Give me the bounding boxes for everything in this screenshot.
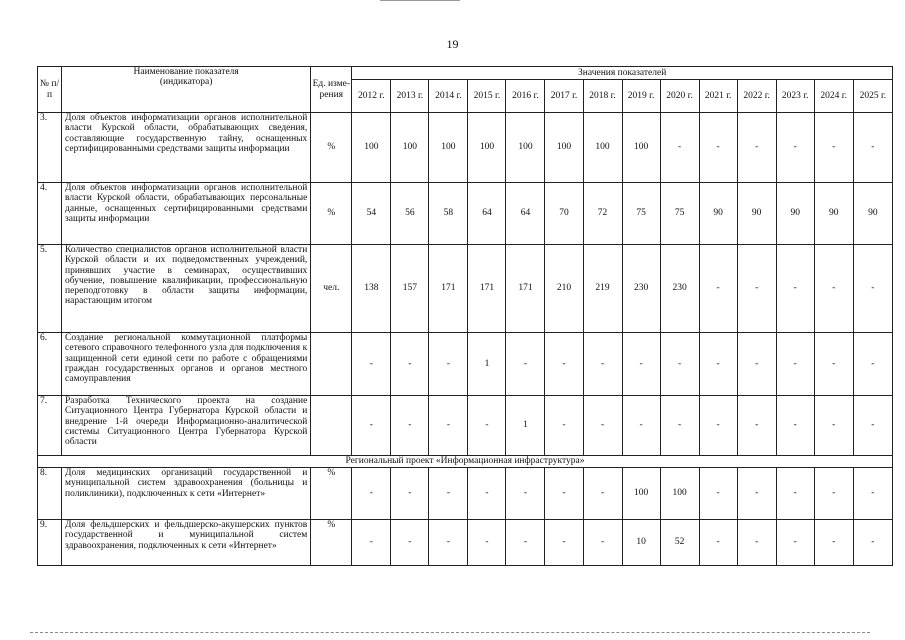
indicator-value: - bbox=[776, 113, 814, 183]
indicator-value: 1 bbox=[468, 333, 506, 396]
indicator-value: - bbox=[814, 113, 853, 183]
header-unit: Ед. изме-рения bbox=[311, 67, 352, 113]
row-number: 8. bbox=[38, 468, 62, 520]
indicator-value: 100 bbox=[429, 113, 468, 183]
header-year: 2013 г. bbox=[391, 80, 429, 113]
indicator-value: 100 bbox=[545, 113, 583, 183]
header-name bbox=[62, 67, 311, 113]
indicator-value: - bbox=[699, 468, 737, 520]
indicator-value: 75 bbox=[660, 183, 699, 245]
indicator-value: - bbox=[853, 396, 892, 456]
indicator-unit: чел. bbox=[311, 245, 352, 333]
header-year: 2024 г. bbox=[814, 80, 853, 113]
indicator-name: Количество специалистов органов исполнительной власти Курской области и их подведомственных учреждений, принявших участие в семинарах, осуществивших обучение, повышение квалификации, профессиональную переподготовку в области защиты информации, нарастающим итогом bbox=[62, 245, 311, 333]
indicator-value: - bbox=[429, 520, 468, 566]
row-number: 5. bbox=[38, 245, 62, 333]
indicator-value: 100 bbox=[622, 468, 660, 520]
indicator-value: - bbox=[506, 333, 545, 396]
indicator-value: - bbox=[352, 520, 391, 566]
indicator-value: 75 bbox=[622, 183, 660, 245]
header-year: 2023 г. bbox=[776, 80, 814, 113]
header-year: 2025 г. bbox=[853, 80, 892, 113]
top-border-line bbox=[380, 0, 460, 1]
header-values-group: Значения показателей bbox=[352, 67, 893, 80]
indicator-name: Разработка Технического проекта на создание Ситуационного Центра Губернатора Курской области и внедрение 1-й очереди Информационно-аналитической системы Ситуационного Центра Губернатора Курской области bbox=[62, 396, 311, 456]
indicator-value: - bbox=[737, 396, 776, 456]
indicator-name: Создание региональной коммутационной платформы сетевого справочного телефонного узла для подключения к защищенной сети единой сети по работе с обращениями граждан государственных органов и органов местного самоуправления bbox=[62, 333, 311, 396]
indicator-value: - bbox=[506, 520, 545, 566]
indicator-value: 157 bbox=[391, 245, 429, 333]
indicator-value: 72 bbox=[583, 183, 622, 245]
indicator-value: 52 bbox=[660, 520, 699, 566]
indicator-value: - bbox=[699, 333, 737, 396]
indicator-value: 90 bbox=[853, 183, 892, 245]
row-number: 4. bbox=[38, 183, 62, 245]
indicator-value: - bbox=[660, 396, 699, 456]
indicator-value: 100 bbox=[660, 468, 699, 520]
indicator-value: - bbox=[622, 333, 660, 396]
indicator-value: 171 bbox=[468, 245, 506, 333]
indicator-value: - bbox=[583, 396, 622, 456]
indicator-value: - bbox=[814, 468, 853, 520]
indicator-value: 230 bbox=[622, 245, 660, 333]
indicator-value: - bbox=[853, 113, 892, 183]
indicator-value: - bbox=[429, 468, 468, 520]
indicator-value: - bbox=[699, 113, 737, 183]
header-name-line1: Наименование показателя bbox=[133, 67, 239, 77]
indicator-value: - bbox=[352, 396, 391, 456]
indicator-value: 171 bbox=[429, 245, 468, 333]
indicator-unit bbox=[311, 396, 352, 456]
indicator-value: - bbox=[853, 245, 892, 333]
table-row bbox=[38, 396, 893, 456]
indicator-value: - bbox=[391, 520, 429, 566]
page-number: 19 bbox=[446, 37, 459, 51]
indicator-value: 219 bbox=[583, 245, 622, 333]
indicator-value: - bbox=[814, 333, 853, 396]
table-row bbox=[38, 245, 893, 333]
indicator-value: - bbox=[776, 245, 814, 333]
indicator-value: - bbox=[776, 396, 814, 456]
indicator-value: 90 bbox=[776, 183, 814, 245]
indicator-value: - bbox=[737, 245, 776, 333]
indicator-value: 230 bbox=[660, 245, 699, 333]
indicator-value: - bbox=[429, 396, 468, 456]
header-year: 2014 г. bbox=[429, 80, 468, 113]
indicator-value: - bbox=[391, 396, 429, 456]
header-year: 2018 г. bbox=[583, 80, 622, 113]
indicator-value: - bbox=[506, 468, 545, 520]
indicator-value: - bbox=[853, 468, 892, 520]
indicator-name: Доля фельдшерских и фельдшерско-акушерских пунктов государственной и муниципальной систем здравоохранения, подключенных к сети «Интернет» bbox=[62, 520, 311, 566]
header-year: 2020 г. bbox=[660, 80, 699, 113]
header-year: 2017 г. bbox=[545, 80, 583, 113]
indicator-value: - bbox=[545, 333, 583, 396]
header-year: 2021 г. bbox=[699, 80, 737, 113]
indicator-value: 90 bbox=[814, 183, 853, 245]
indicator-value: - bbox=[776, 520, 814, 566]
indicator-unit: % bbox=[311, 468, 352, 520]
indicator-value: 90 bbox=[737, 183, 776, 245]
bottom-border-line bbox=[30, 632, 870, 635]
header-year: 2012 г. bbox=[352, 80, 391, 113]
indicator-value: 1 bbox=[506, 396, 545, 456]
indicator-value: - bbox=[468, 396, 506, 456]
table-row bbox=[38, 183, 893, 245]
header-year: 2022 г. bbox=[737, 80, 776, 113]
indicator-value: 64 bbox=[506, 183, 545, 245]
table-row bbox=[38, 333, 893, 396]
indicator-value: 100 bbox=[468, 113, 506, 183]
table-row bbox=[38, 113, 893, 183]
section-title: Региональный проект «Информационная инфраструктура» bbox=[38, 456, 893, 468]
indicator-value: - bbox=[583, 333, 622, 396]
indicator-value: - bbox=[352, 468, 391, 520]
indicator-value: 64 bbox=[468, 183, 506, 245]
indicator-value: - bbox=[776, 468, 814, 520]
indicator-value: 56 bbox=[391, 183, 429, 245]
indicator-name: Доля объектов информатизации органов исполнительной власти Курской области, обрабатывающих сведения, составляющие государственную тайну, оснащенных сертифицированными средствами защиты информации bbox=[62, 113, 311, 183]
indicator-value: - bbox=[699, 396, 737, 456]
indicator-value: - bbox=[814, 245, 853, 333]
indicator-value: 90 bbox=[699, 183, 737, 245]
indicator-unit bbox=[311, 333, 352, 396]
row-number: 6. bbox=[38, 333, 62, 396]
indicator-value: - bbox=[429, 333, 468, 396]
header-year: 2016 г. bbox=[506, 80, 545, 113]
indicator-value: - bbox=[545, 396, 583, 456]
indicator-value: - bbox=[660, 333, 699, 396]
indicator-value: - bbox=[737, 333, 776, 396]
section-row bbox=[38, 456, 893, 468]
indicator-value: - bbox=[545, 520, 583, 566]
row-number: 3. bbox=[38, 113, 62, 183]
indicator-value: - bbox=[660, 113, 699, 183]
indicator-value: - bbox=[468, 468, 506, 520]
indicator-value: 70 bbox=[545, 183, 583, 245]
row-number: 7. bbox=[38, 396, 62, 456]
indicators-table bbox=[37, 66, 893, 566]
indicator-value: - bbox=[391, 468, 429, 520]
indicator-value: 100 bbox=[506, 113, 545, 183]
indicator-value: 10 bbox=[622, 520, 660, 566]
indicator-value: - bbox=[622, 396, 660, 456]
indicator-value: 100 bbox=[622, 113, 660, 183]
indicator-value: - bbox=[776, 333, 814, 396]
indicator-value: 171 bbox=[506, 245, 545, 333]
indicator-value: - bbox=[853, 520, 892, 566]
header-name-line2: (индикатора) bbox=[159, 77, 213, 88]
indicator-value: - bbox=[814, 396, 853, 456]
indicator-value: 100 bbox=[352, 113, 391, 183]
indicator-value: - bbox=[352, 333, 391, 396]
indicator-value: - bbox=[853, 333, 892, 396]
indicator-unit: % bbox=[311, 183, 352, 245]
indicator-value: - bbox=[814, 520, 853, 566]
indicator-value: - bbox=[468, 520, 506, 566]
table-row bbox=[38, 520, 893, 566]
table-row bbox=[38, 468, 893, 520]
indicator-unit: % bbox=[311, 520, 352, 566]
indicator-value: 138 bbox=[352, 245, 391, 333]
indicator-value: - bbox=[737, 520, 776, 566]
indicator-value: - bbox=[737, 113, 776, 183]
header-year: 2019 г. bbox=[622, 80, 660, 113]
indicator-value: - bbox=[699, 520, 737, 566]
row-number: 9. bbox=[38, 520, 62, 566]
header-num: № п/п bbox=[38, 67, 62, 113]
indicator-value: 58 bbox=[429, 183, 468, 245]
indicator-value: - bbox=[737, 468, 776, 520]
indicator-value: - bbox=[699, 245, 737, 333]
indicator-name: Доля объектов информатизации органов исполнительной власти Курской области, обрабатывающих персональные данные, оснащенных сертифицированными средствами защиты информации bbox=[62, 183, 311, 245]
indicator-value: 100 bbox=[391, 113, 429, 183]
indicator-value: - bbox=[583, 468, 622, 520]
indicator-value: 210 bbox=[545, 245, 583, 333]
indicator-unit: % bbox=[311, 113, 352, 183]
indicator-value: - bbox=[391, 333, 429, 396]
indicator-value: - bbox=[545, 468, 583, 520]
indicator-value: 54 bbox=[352, 183, 391, 245]
indicator-value: - bbox=[583, 520, 622, 566]
indicator-name: Доля медицинских организаций государственной и муниципальной систем здравоохранения (больницы и поликлиники), подключенных к сети «Интернет» bbox=[62, 468, 311, 520]
indicator-value: 100 bbox=[583, 113, 622, 183]
header-year: 2015 г. bbox=[468, 80, 506, 113]
